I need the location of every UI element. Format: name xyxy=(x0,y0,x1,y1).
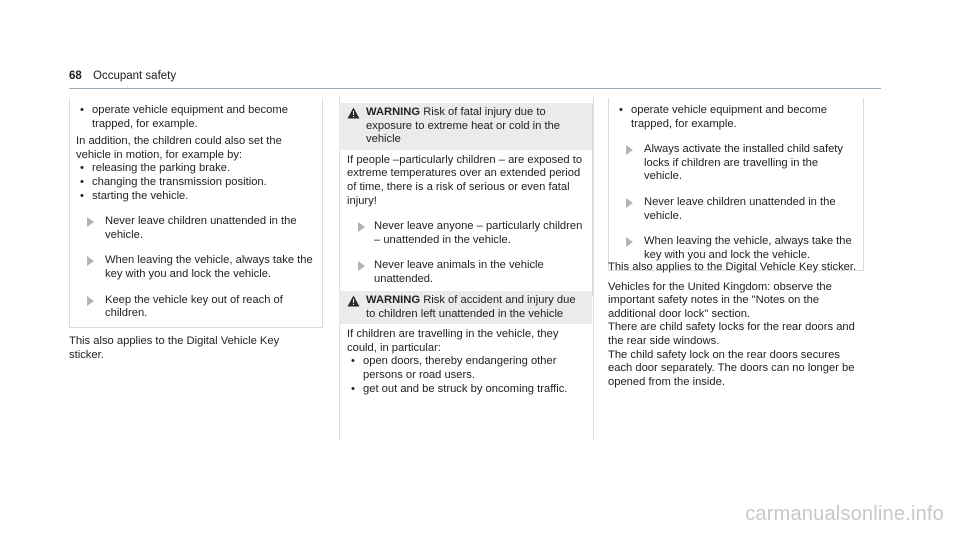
paragraph: The child safety lock on the rear doors secures each door separately. The doors can no longer be opened from the inside. xyxy=(608,348,855,388)
warning-header xyxy=(339,103,592,150)
column-1-after: This also applies to the Digital Vehicle Key sticker. xyxy=(69,335,280,361)
arrow-icon xyxy=(358,261,365,271)
column-3-text xyxy=(608,261,864,389)
arrow-icon xyxy=(87,256,94,266)
instruction-step: Never leave children unattended in the vehicle. xyxy=(615,196,855,223)
section-title: Occupant safety xyxy=(93,70,177,82)
list-item: • releasing the parking brake. xyxy=(76,162,314,176)
list-item: • operate vehicle equipment and become trapped, for example. xyxy=(76,104,314,131)
instruction-step: Never leave animals in the vehicle unattended. xyxy=(347,259,584,286)
instruction-step: When leaving the vehicle, always take the key with you and lock the vehicle. xyxy=(615,235,855,262)
warning-label: WARNING xyxy=(366,106,421,118)
instruction-step: When leaving the vehicle, always take the key with you and lock the vehicle. xyxy=(76,254,314,281)
column-1-box xyxy=(69,98,323,328)
instruction-step: Keep the vehicle key out of reach of children. xyxy=(76,294,314,321)
column-divider xyxy=(593,96,594,440)
page-header xyxy=(69,70,176,84)
list-item: • open doors, thereby endangering other persons or road users. xyxy=(347,355,584,382)
paragraph: This also applies to the Digital Vehicle Key sticker. xyxy=(608,261,857,273)
list-item: • get out and be struck by oncoming traffic. xyxy=(347,383,584,397)
warning-triangle-icon xyxy=(347,295,360,307)
arrow-icon xyxy=(87,296,94,306)
arrow-icon xyxy=(87,217,94,227)
warning-body: If children are travelling in the vehicle, they could, in particular: xyxy=(347,328,559,354)
paragraph: Vehicles for the United Kingdom: observe the important safety notes in the "Notes on the additional door lock" section. xyxy=(608,280,832,320)
page-number: 68 xyxy=(69,70,82,82)
arrow-icon xyxy=(358,222,365,232)
arrow-icon xyxy=(626,145,633,155)
warning-box-accident xyxy=(339,291,592,400)
warning-title: Risk of fatal injury due to exposure to extreme heat or cold in the vehicle xyxy=(366,106,561,146)
warning-header xyxy=(339,291,592,324)
arrow-icon xyxy=(626,198,633,208)
paragraph: In addition, the children could also set the vehicle in motion, for example by: xyxy=(76,135,282,161)
paragraph: There are child safety locks for the rear doors and the rear side windows. xyxy=(608,321,855,347)
warning-triangle-icon xyxy=(347,107,360,119)
warning-label: WARNING xyxy=(366,294,421,306)
list-item: • operate vehicle equipment and become trapped, for example. xyxy=(615,104,855,131)
watermark: carmanualsonline.info xyxy=(745,503,944,525)
warning-title: Risk of accident and injury due to children left unattended in the vehicle xyxy=(366,294,576,320)
column-3-box xyxy=(608,98,864,271)
warning-box-heat xyxy=(339,103,593,296)
warning-body: If people –particularly children – are exposed to extreme temperatures over an extended period of time, there is a risk of serious or even fatal injury! xyxy=(347,153,583,207)
list-item: • starting the vehicle. xyxy=(76,190,314,204)
instruction-step: Always activate the installed child safety locks if children are travelling in the vehicle. xyxy=(615,143,855,184)
instruction-step: Never leave children unattended in the vehicle. xyxy=(76,215,314,242)
instruction-step: Never leave anyone – particularly children – unattended in the vehicle. xyxy=(347,220,584,247)
arrow-icon xyxy=(626,237,633,247)
header-rule xyxy=(69,88,881,89)
list-item: • changing the transmission position. xyxy=(76,176,314,190)
